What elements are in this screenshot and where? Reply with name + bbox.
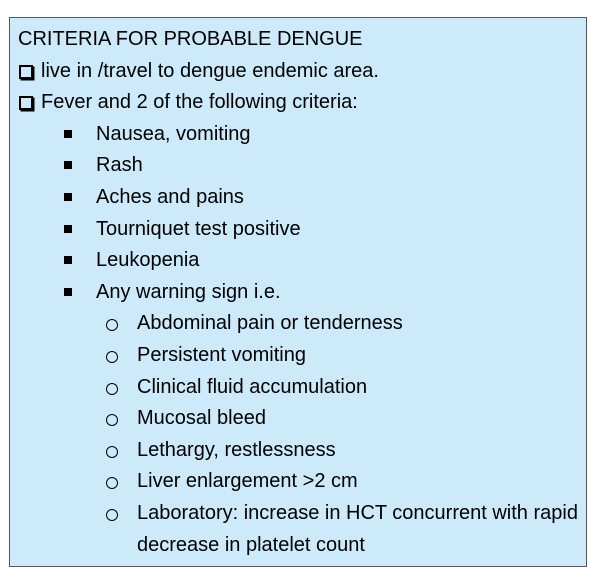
square-bullet-icon xyxy=(64,288,72,296)
warning-sign-text: Lethargy, restlessness xyxy=(137,438,336,461)
warning-sign-item xyxy=(18,403,580,435)
square-bullet-icon xyxy=(64,161,72,169)
sub-criterion-item xyxy=(18,119,580,151)
warning-sign-item xyxy=(18,308,580,340)
criteria-box xyxy=(9,17,587,567)
circle-bullet-icon xyxy=(106,414,118,426)
circle-bullet-icon xyxy=(106,383,118,395)
sub-criterion-text: Any warning sign i.e. xyxy=(96,280,281,303)
warning-sign-text: Abdominal pain or tenderness xyxy=(137,312,403,335)
circle-bullet-icon xyxy=(106,446,118,458)
warning-sign-item xyxy=(18,466,580,498)
warning-sign-text: Mucosal bleed xyxy=(137,407,266,430)
sub-criterion-text: Nausea, vomiting xyxy=(96,122,251,145)
criteria-title xyxy=(18,24,580,56)
criteria-title-text: CRITERIA FOR PROBABLE DENGUE xyxy=(18,28,363,50)
sub-criterion-item xyxy=(18,214,580,246)
sub-criterion-item xyxy=(18,182,580,214)
warning-sign-text: Clinical fluid accumulation xyxy=(137,375,368,398)
warning-sign-item xyxy=(18,498,580,561)
sub-criterion-item xyxy=(18,245,580,277)
square-bullet-icon xyxy=(64,256,72,264)
warning-sign-text: Laboratory: increase in HCT concurrent with rapid decrease in platelet count xyxy=(137,501,578,556)
square-bullet-icon xyxy=(64,193,72,201)
sub-criterion-text: Tourniquet test positive xyxy=(96,217,301,240)
warning-sign-item xyxy=(18,435,580,467)
criterion-item xyxy=(18,87,580,119)
square-bullet-icon xyxy=(64,225,72,233)
criterion-text: live in /travel to dengue endemic area. xyxy=(41,59,379,82)
checkbox-bullet-icon xyxy=(19,65,33,79)
warning-sign-item xyxy=(18,372,580,404)
sub-criterion-item xyxy=(18,150,580,182)
warning-sign-text: Persistent vomiting xyxy=(137,343,306,366)
checkbox-bullet-icon xyxy=(19,96,33,110)
warning-sign-item xyxy=(18,340,580,372)
criterion-item xyxy=(18,56,580,88)
criterion-text: Fever and 2 of the following criteria: xyxy=(41,91,358,114)
warning-sign-text: Liver enlargement >2 cm xyxy=(137,470,358,493)
sub-criterion-text: Aches and pains xyxy=(96,185,244,208)
circle-bullet-icon xyxy=(106,477,118,489)
sub-criterion-text: Leukopenia xyxy=(96,249,200,272)
circle-bullet-icon xyxy=(106,509,118,521)
sub-criterion-text: Rash xyxy=(96,154,143,177)
circle-bullet-icon xyxy=(106,351,118,363)
square-bullet-icon xyxy=(64,130,72,138)
sub-criterion-item xyxy=(18,277,580,309)
circle-bullet-icon xyxy=(106,319,118,331)
